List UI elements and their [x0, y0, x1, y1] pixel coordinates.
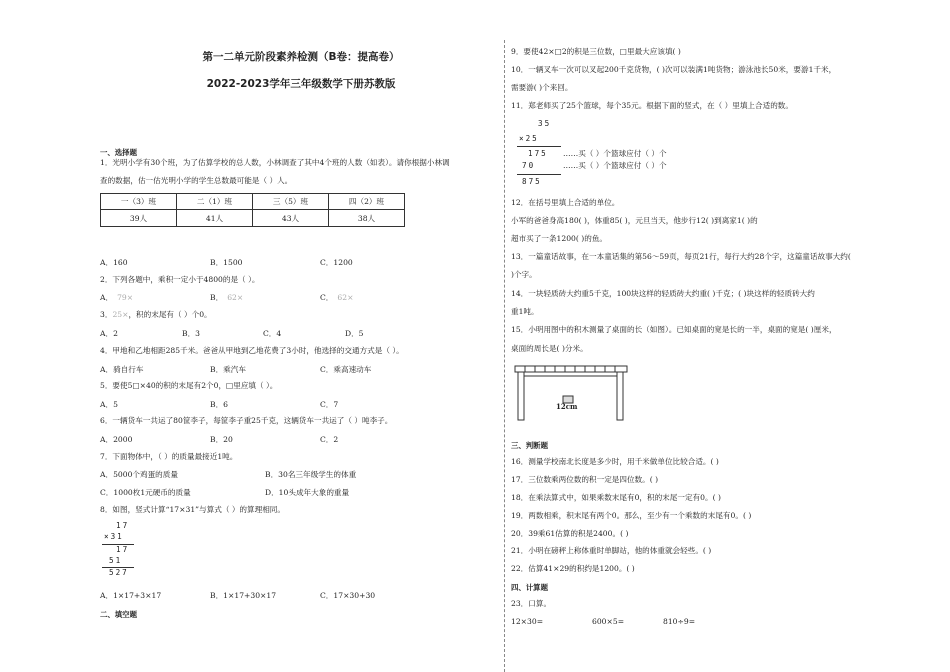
calc-item: 12×30=: [511, 617, 544, 626]
vertical-rule: [517, 146, 561, 147]
table-row: [101, 194, 405, 210]
q14-line1: 14．一块轻质砖大约重5千克，100块这样的轻质砖大约重( )千克；( )块这样的轻质砖大约: [511, 289, 815, 298]
table-cell: 43人: [253, 210, 329, 227]
q5-option-c[interactable]: C．7: [320, 400, 339, 409]
table-row: [101, 210, 405, 227]
q3-option-c[interactable]: C．4: [263, 329, 282, 338]
page-title: 第一二单元阶段素养检测（B卷：提高卷）: [202, 51, 400, 63]
q7-stem: 7．下面物体中，（ ）的质量最接近1吨。: [100, 452, 238, 461]
table-header-cell: 一（3）班: [101, 194, 177, 210]
q7-option-c[interactable]: C．1000枚1元硬币的质量: [100, 488, 191, 497]
judge-item: 19．两数相乘，积末尾有两个0。那么，至少有一个乘数的末尾有0。( ): [511, 511, 752, 520]
table-leg-left: [518, 372, 524, 420]
vertical-line: 875: [522, 177, 542, 186]
q15-line2: 桌面的周长是( )分米。: [511, 344, 588, 353]
q5-option-a[interactable]: A．5: [100, 400, 118, 409]
q12-stem: 12．在括号里填上合适的单位。: [511, 198, 620, 207]
q2-option-b[interactable]: B． 62×: [210, 293, 244, 302]
page-subtitle: 2022-2023学年三年级数学下册苏教版: [206, 78, 396, 90]
judge-item: 22．估算41×29的积约是1200。( ): [511, 564, 635, 573]
q6-option-a[interactable]: A．2000: [100, 435, 133, 444]
vertical-rule: [517, 174, 561, 175]
q11-note-1: ……买（ ）个篮球应付（ ）个: [563, 149, 667, 158]
q2-option-a[interactable]: A． 79×: [100, 293, 134, 302]
q3-option-d[interactable]: D．5: [345, 329, 364, 338]
q10-line1: 10．一辆叉车一次可以叉起200千克货物，( )次可以装满1吨货物；游泳池长50米，要游1千米，: [511, 65, 837, 74]
vertical-line: ×31: [104, 532, 124, 541]
q8-option-a[interactable]: A．1×17+3×17: [100, 591, 162, 600]
q7-option-b[interactable]: B．30名三年级学生的体重: [265, 470, 357, 479]
table-header-cell: 三（5）班: [253, 194, 329, 210]
section-heading-judge: 三、判断题: [511, 441, 548, 450]
q4-option-a[interactable]: A．骑自行车: [100, 365, 144, 374]
judge-item: 21．小明在磅秤上称体重时单脚站，他的体重就会轻些。( ): [511, 546, 712, 555]
q10-line2: 需要游( )个来回。: [511, 83, 573, 92]
table-leg-right: [617, 372, 623, 420]
section-heading-calc: 四、计算题: [511, 583, 548, 592]
section-heading-choice: 一、选择题: [100, 148, 137, 157]
table-cell: 38人: [329, 210, 405, 227]
vertical-line: 17: [116, 545, 130, 554]
column-divider: [504, 40, 505, 672]
vertical-line: ×25: [519, 134, 539, 143]
q12-line2: 超市买了一条1200( )的鱼。: [511, 234, 608, 243]
judge-item: 20．39乘61估算的积是2400。( ): [511, 529, 629, 538]
q9-stem: 9．要使42×□2的积是三位数，□里最大应该填( ): [511, 47, 681, 56]
q5-option-b[interactable]: B．6: [210, 400, 229, 409]
q2-option-c[interactable]: C． 62×: [320, 293, 354, 302]
q13-line2: )个字。: [511, 270, 537, 279]
q4-option-c[interactable]: C．乘高速动车: [320, 365, 372, 374]
q11-note-2: ……买（ ）个篮球应付（ ）个: [563, 161, 667, 170]
vertical-line: 527: [109, 568, 129, 577]
q15-line1: 15．小明用图中的积木测量了桌面的长（如图）。已知桌面的宽是长的一半，桌面的宽是( )厘米，: [511, 325, 837, 334]
q11-stem: 11．郑老师买了25个篮球，每个35元。根据下面的竖式，在（ ）里填上合适的数。: [511, 101, 793, 110]
q7-option-d[interactable]: D．10头成年大象的重量: [265, 488, 350, 497]
vertical-line: 175: [528, 149, 548, 158]
q1-stem-line2: 查的数据，估一估光明小学的学生总数最可能是（ ）人。: [100, 176, 293, 185]
q3-option-b[interactable]: B．3: [182, 329, 201, 338]
vertical-line: 35: [538, 119, 552, 128]
vertical-line: 70: [522, 161, 536, 170]
table-header-cell: 二（1）班: [177, 194, 253, 210]
judge-item: 16．测量学校南北长度是多少时，用千米做单位比较合适。( ): [511, 457, 719, 466]
q1-option-b[interactable]: B．1500: [210, 258, 243, 267]
q14-line2: 重1吨。: [511, 307, 539, 316]
q12-line1: 小军的爸爸身高180( )，体重85( )，元旦当天，他步行12( )到离家1( )的: [511, 216, 758, 225]
section-heading-fill: 二、填空题: [100, 610, 137, 619]
calc-item: 600×5=: [592, 617, 625, 626]
q2-stem: 2．下列各题中，乘积一定小于4800的是（ ）。: [100, 275, 260, 284]
block-size-label: 12cm: [556, 402, 578, 411]
q8-option-c[interactable]: C．17×30+30: [320, 591, 376, 600]
calc-item: 810÷9=: [663, 617, 696, 626]
q23-stem: 23．口算。: [511, 599, 552, 608]
q7-option-a[interactable]: A．5000个鸡蛋的质量: [100, 470, 178, 479]
q6-stem: 6．一辆货车一共运了80筐李子，每筐李子重25千克，这辆货车一共运了（ ）吨李子。: [100, 416, 393, 425]
q13-line1: 13．一篇童话故事，在一本童话集的第56～59页，每页21行，每行大约28个字，这篇童话故事大约(: [511, 252, 851, 261]
q1-option-c[interactable]: C．1200: [320, 258, 353, 267]
q8-stem: 8．如图，竖式计算“17×31”与算式（ ）的算理相同。: [100, 505, 285, 514]
table-header-cell: 四（2）班: [329, 194, 405, 210]
tabletop: [515, 366, 627, 372]
table-cell: 41人: [177, 210, 253, 227]
q8-option-b[interactable]: B．1×17+30×17: [210, 591, 277, 600]
vertical-line: 51: [109, 556, 123, 565]
q1-option-a[interactable]: A．160: [100, 258, 128, 267]
q3-stem: 3．25×，积的末尾有（ ）个0。: [100, 310, 212, 319]
judge-item: 18．在乘法算式中，如果乘数末尾有0，积的末尾一定有0。( ): [511, 493, 721, 502]
q4-stem: 4．甲地和乙地相距285千米。爸爸从甲地到乙地花费了3小时，他选择的交通方式是（ ）。: [100, 346, 404, 355]
q1-table: [100, 193, 405, 227]
q5-stem: 5．要使5□×40的积的末尾有2个0，□里应填（ ）。: [100, 381, 278, 390]
table-illustration: [513, 360, 633, 422]
vertical-line: 17: [116, 521, 130, 530]
q4-option-b[interactable]: B．乘汽车: [210, 365, 246, 374]
judge-item: 17．三位数乘两位数的积一定是四位数。( ): [511, 475, 659, 484]
q6-option-c[interactable]: C．2: [320, 435, 339, 444]
q3-option-a[interactable]: A．2: [100, 329, 118, 338]
q1-stem-line1: 1．光明小学有30个班，为了估算学校的总人数，小林调查了其中4个班的人数（如表）。请你根据小林调: [100, 158, 450, 167]
q6-option-b[interactable]: B．20: [210, 435, 233, 444]
table-cell: 39人: [101, 210, 177, 227]
